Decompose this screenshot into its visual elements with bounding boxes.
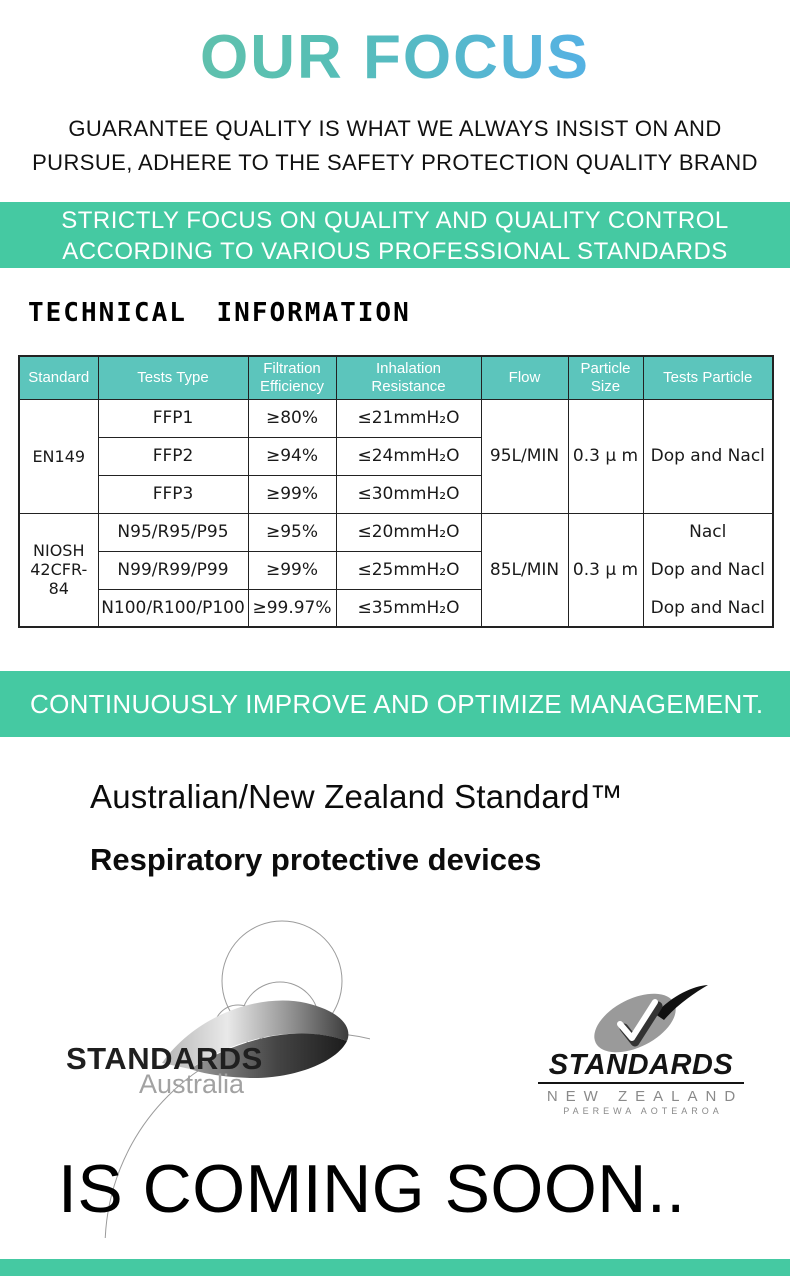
cell-efficiency: ≥99.97% <box>248 589 336 627</box>
cell-efficiency: ≥99% <box>248 475 336 513</box>
cell-tests-particle: Dop and Nacl <box>643 551 773 589</box>
cell-flow-en149: 95L/MIN <box>481 399 568 513</box>
table-row <box>19 513 773 551</box>
quality-banner-line-2: ACCORDING TO VARIOUS PROFESSIONAL STANDARDS <box>62 238 728 265</box>
page-title: OUR FOCUS <box>0 22 790 93</box>
subtitle-line-2: PURSUE, ADHERE TO THE SAFETY PROTECTION QUALITY BRAND <box>32 150 758 175</box>
cell-flow-niosh: 85L/MIN <box>481 513 568 627</box>
standards-new-zealand-logo <box>535 985 747 1116</box>
management-banner-text: CONTINUOUSLY IMPROVE AND OPTIMIZE MANAGEMENT. <box>30 689 764 719</box>
respiratory-devices-heading: Respiratory protective devices <box>90 842 542 877</box>
cell-resistance: ≤20mmH₂O <box>336 513 481 551</box>
cell-particle-size-en149: 0.3 μ m <box>568 399 643 513</box>
cell-type: FFP1 <box>98 399 248 437</box>
col-header-standard: Standard <box>19 356 98 399</box>
coming-soon-text: IS COMING SOON.. <box>58 1151 686 1227</box>
cell-efficiency: ≥80% <box>248 399 336 437</box>
col-header-inhalation-resistance: Inhalation Resistance <box>336 356 481 399</box>
col-header-tests-type: Tests Type <box>98 356 248 399</box>
quality-banner-line-1: STRICTLY FOCUS ON QUALITY AND QUALITY CONTROL <box>61 207 729 234</box>
cell-type: N99/R99/P99 <box>98 551 248 589</box>
table-row <box>19 589 773 627</box>
cell-standard-en149: EN149 <box>19 399 98 513</box>
table-row <box>19 399 773 437</box>
anz-standard-heading: Australian/New Zealand Standard™ <box>90 778 623 815</box>
standards-nz-wordmark: STANDARDS <box>548 1049 734 1081</box>
table-row <box>19 551 773 589</box>
nz-maori-text: PAEREWA AOTEAROA <box>563 1106 723 1116</box>
cell-tests-particle-en149: Dop and Nacl <box>643 399 773 513</box>
cell-type: FFP3 <box>98 475 248 513</box>
col-header-particle-size: Particle Size <box>568 356 643 399</box>
table-header-row <box>19 356 773 399</box>
col-header-flow: Flow <box>481 356 568 399</box>
technical-table <box>18 355 774 628</box>
cell-tests-particle: Nacl <box>643 513 773 551</box>
technical-information-heading: TECHNICAL INFORMATION <box>28 298 411 328</box>
cell-standard-niosh: NIOSH 42CFR-84 <box>19 513 98 627</box>
quality-banner <box>0 202 790 268</box>
page-subtitle <box>0 112 790 180</box>
bottom-teal-bar <box>0 1259 790 1276</box>
standards-australia-subtext: Australia <box>139 1069 245 1099</box>
cell-resistance: ≤25mmH₂O <box>336 551 481 589</box>
cell-resistance: ≤24mmH₂O <box>336 437 481 475</box>
nz-divider <box>538 1082 744 1084</box>
subtitle-line-1: GUARANTEE QUALITY IS WHAT WE ALWAYS INSIST ON AND <box>68 116 722 141</box>
cell-tests-particle: Dop and Nacl <box>643 589 773 627</box>
cell-efficiency: ≥99% <box>248 551 336 589</box>
col-header-tests-particle: Tests Particle <box>643 356 773 399</box>
cell-efficiency: ≥95% <box>248 513 336 551</box>
col-header-filtration-efficiency: Filtration Efficiency <box>248 356 336 399</box>
nz-country-text: NEW ZEALAND <box>546 1088 744 1105</box>
cell-efficiency: ≥94% <box>248 437 336 475</box>
standards-australia-wordmark: STANDARDS <box>66 1041 263 1076</box>
cell-resistance: ≤35mmH₂O <box>336 589 481 627</box>
cell-resistance: ≤30mmH₂O <box>336 475 481 513</box>
management-banner <box>0 671 790 737</box>
cell-type: FFP2 <box>98 437 248 475</box>
cell-particle-size-niosh: 0.3 μ m <box>568 513 643 627</box>
cell-resistance: ≤21mmH₂O <box>336 399 481 437</box>
cell-type: N100/R100/P100 <box>98 589 248 627</box>
cell-type: N95/R95/P95 <box>98 513 248 551</box>
